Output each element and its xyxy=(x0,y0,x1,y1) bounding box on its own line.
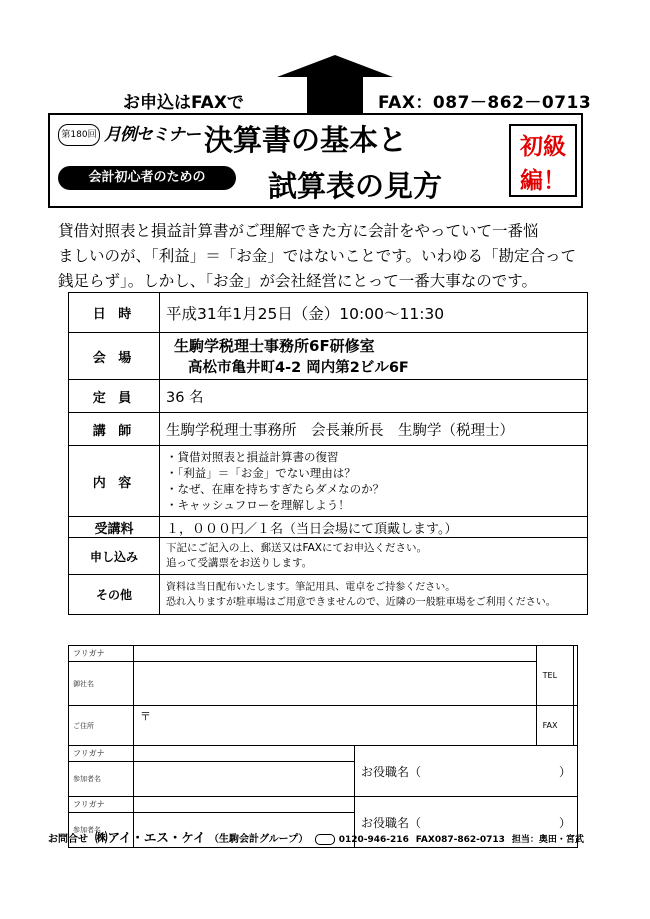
company-label: 御社名 xyxy=(69,662,134,706)
other-line: 資料は当日配布いたします。筆記用具、電卓をご持参ください。 xyxy=(166,581,456,593)
company-field[interactable] xyxy=(134,662,537,706)
table-row xyxy=(69,662,578,706)
apply-value xyxy=(160,538,588,575)
furigana-label: フリガナ xyxy=(69,797,134,813)
other-label: その他 xyxy=(69,575,160,615)
inquiry-label: お問合せ xyxy=(48,834,88,845)
seminar-number: 第180回 xyxy=(58,124,100,146)
role-close: ） xyxy=(558,815,571,830)
list-item: ・「利益」＝「お金」でない理由は？ xyxy=(166,466,356,480)
participant-label: 参加者名 xyxy=(69,762,134,797)
table-row xyxy=(69,746,578,762)
table-row xyxy=(69,413,588,446)
table-row xyxy=(69,538,588,575)
list-item: ・貸借対照表と損益計算書の復習 xyxy=(166,450,339,464)
participant-field-1[interactable] xyxy=(134,762,355,797)
role-close: ） xyxy=(558,764,571,779)
freedial-icon xyxy=(315,834,335,845)
intro-line: 貸借対照表と損益計算書がご理解できた方に会計をやっていて一番悩 xyxy=(58,222,539,240)
date-value: 平成31年1月25日（金）10:00～11:30 xyxy=(160,293,588,333)
contact-footer xyxy=(48,828,638,846)
table-row xyxy=(69,446,588,517)
fax-label: FAX xyxy=(536,706,573,746)
list-item: ・キャッシュフローを理解しよう！ xyxy=(166,498,350,512)
series-name: 月例セミナー xyxy=(104,125,200,145)
postal-mark: 〒 xyxy=(140,710,151,723)
venue-line: 生駒学税理士事務所6F研修室 xyxy=(174,337,375,355)
seminar-title-line2: 試算表の見方 xyxy=(268,169,443,203)
capacity-label: 定 員 xyxy=(69,380,160,413)
table-row xyxy=(69,575,588,615)
contact-person: 担当：奥田・宮武 xyxy=(511,835,584,845)
fax-instruction: お申込はFAXで xyxy=(123,93,244,113)
other-value xyxy=(160,575,588,615)
group-name: （生駒会計グループ） xyxy=(208,834,309,845)
participant-furigana-field[interactable] xyxy=(134,797,355,813)
other-line: 恐れ入りますが駐車場はご用意できませんので、近隣の一般駐車場をご利用ください。 xyxy=(166,596,556,608)
application-form xyxy=(68,645,578,848)
company-furigana-field[interactable] xyxy=(134,646,537,662)
fax-number-footer: FAX087-862-0713 xyxy=(415,835,505,845)
up-arrow-icon xyxy=(275,55,395,115)
fax-field[interactable] xyxy=(573,706,577,746)
tel-label: TEL xyxy=(536,646,573,706)
list-item: ・なぜ、在庫を持ちすぎたらダメなのか？ xyxy=(166,482,385,496)
fee-value: １，０００円／１名（当日会場にて頂戴します。） xyxy=(160,517,588,538)
apply-line: 下記にご記入の上、郵送又はFAXにてお申込ください。 xyxy=(166,542,427,554)
audience-badge: 会計初心者のための xyxy=(58,166,236,190)
content-label: 内 容 xyxy=(69,446,160,517)
table-row xyxy=(69,646,578,662)
capacity-value: 36 名 xyxy=(160,380,588,413)
content-list xyxy=(160,446,588,517)
participant-furigana-field[interactable] xyxy=(134,746,355,762)
phone-number: 0120-946-216 xyxy=(338,835,409,845)
table-row xyxy=(69,706,578,746)
venue-label: 会 場 xyxy=(69,333,160,380)
seminar-title-line1: 決算書の基本と xyxy=(204,123,408,157)
furigana-label: フリガナ xyxy=(69,746,134,762)
date-label: 日 時 xyxy=(69,293,160,333)
seminar-details-table xyxy=(68,292,588,615)
level-label-line2: 編！ xyxy=(520,168,566,194)
participant-label: 参加者名 xyxy=(69,813,134,848)
apply-label: 申し込み xyxy=(69,538,160,575)
furigana-label: フリガナ xyxy=(69,646,134,662)
intro-line: 銭足らず」。しかし、「お金」が会社経営にとって一番大事なのです。 xyxy=(58,272,537,290)
table-row xyxy=(69,797,578,813)
fax-number: FAX：087－862－0713 xyxy=(378,93,592,113)
role-field-1[interactable] xyxy=(355,746,578,797)
lecturer-label: 講 師 xyxy=(69,413,160,446)
table-row xyxy=(69,380,588,413)
table-row xyxy=(69,293,588,333)
address-field[interactable] xyxy=(134,706,537,746)
level-label-line1: 初級 xyxy=(520,134,566,160)
role-label: お役職名（ xyxy=(361,764,422,779)
venue-value xyxy=(160,333,588,380)
apply-line: 追って受講票をお送りします。 xyxy=(166,557,313,569)
lecturer-value: 生駒学税理士事務所 会長兼所長 生駒学（税理士） xyxy=(160,413,588,446)
fee-label: 受講料 xyxy=(69,517,160,538)
venue-address: 高松市亀井町4-2 岡内第2ビル6F xyxy=(188,360,409,376)
table-row xyxy=(69,517,588,538)
role-label: お役職名（ xyxy=(361,815,422,830)
intro-paragraph xyxy=(58,219,598,294)
company-name: ㈱アイ・エス・ケイ xyxy=(94,830,206,845)
table-row xyxy=(69,333,588,380)
intro-line: ましいのが、「利益」＝「お金」ではないことです。いわゆる「勘定合って xyxy=(58,247,577,265)
address-label: ご住所 xyxy=(69,706,134,746)
tel-field[interactable] xyxy=(573,646,577,706)
